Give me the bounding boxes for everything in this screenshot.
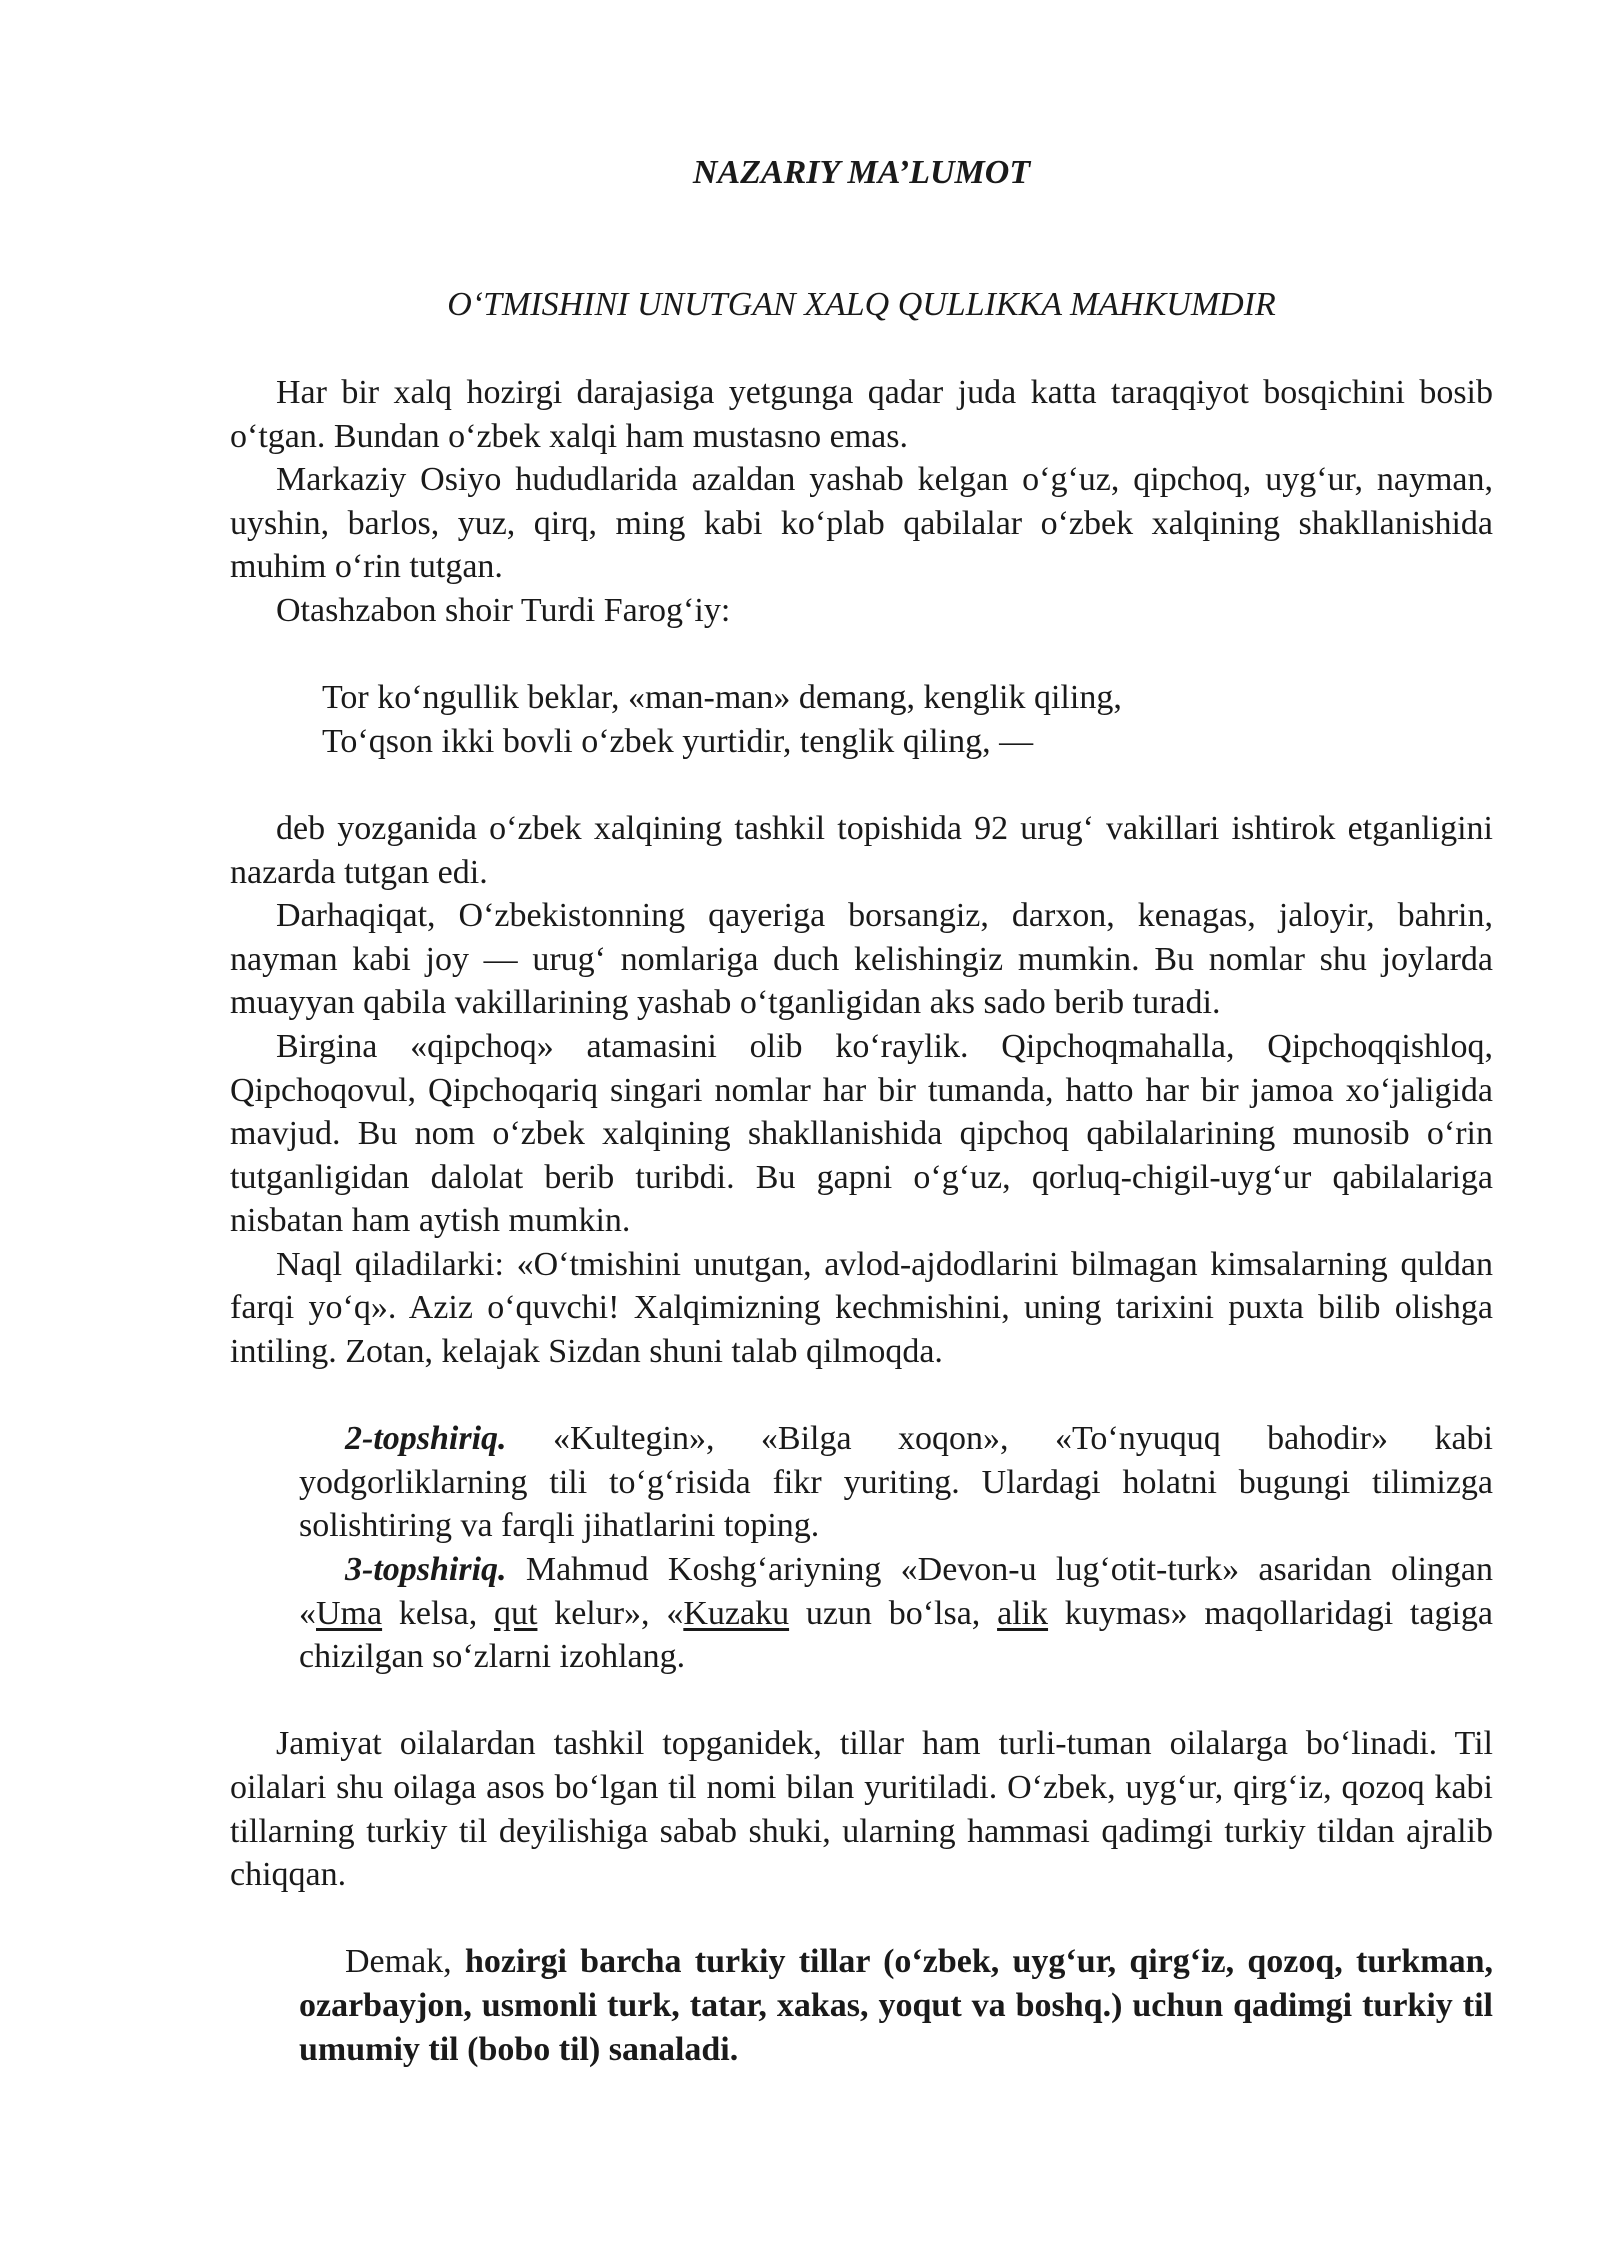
- task-label: 2-topshiriq.: [345, 1420, 507, 1458]
- spacer: [230, 763, 1493, 807]
- spacer: [230, 1374, 1493, 1418]
- paragraph-tribes: Markaziy Osiyo hududlarida azaldan yashab kelgan o‘g‘uz, qipchoq, uyg‘ur, nayman, uyshin, barlos, yuz, qirq, ming kabi ko‘plab qabilalar o‘zbek xalqining shakllanishida muhim o‘rin tutgan.: [230, 461, 1493, 586]
- task-text: kuymas» maqollaridagi tagiga chizilgan so‘zlarni izohlang.: [299, 1594, 1494, 1676]
- conclusion-bold: hozirgi barcha turkiy tillar (o‘zbek, uyg‘ur, qirg‘iz, qozoq, turkman, ozarbayjon, usmonli turk, tatar, xakas, yoqut va boshq.) uchun qadimgi turkiy til umumiy til (bobo til) sanaladi.: [299, 1943, 1493, 2068]
- task-3: [299, 1548, 1493, 1679]
- poem-quote: [230, 676, 1493, 763]
- task-list: [230, 1417, 1493, 1679]
- paragraph-qipchoq: Birgina «qipchoq» atamasini olib ko‘raylik. Qipchoqmahalla, Qipchoqqishloq, Qipchoqovul, Qipchoqariq singari nomlar har bir tumanda, hatto har bir jamoa xo‘jaligida mavjud. Bu nom o‘zbek xalqining shakllanishida qipchoq qabilalarining munosib o‘rin tutganligidan dalolat berib turibdi. Bu gapni o‘g‘uz, qorluq-chigil-uyg‘ur qabilalariga nisbatan ham aytish mumkin.: [230, 1027, 1493, 1240]
- task-text: uzun bo‘lsa,: [789, 1594, 998, 1632]
- underlined-word: qut: [493, 1594, 538, 1632]
- spacer: [230, 1897, 1493, 1941]
- paragraph-poet: Otashzabon shoir Turdi Farog‘iy:: [276, 591, 731, 629]
- conclusion-block: [230, 1940, 1493, 2071]
- task-label: 3-topshiriq.: [345, 1551, 507, 1589]
- spacer: [230, 633, 1493, 677]
- poem-line: To‘qson ikki bovli o‘zbek yurtidir, tenglik qiling, —: [322, 722, 1034, 760]
- conclusion-lead: Demak,: [345, 1943, 465, 1981]
- paragraph-place-names: Darhaqiqat, O‘zbekistonning qayeriga borsangiz, darxon, kenagas, jaloyir, bahrin, nayman kabi joy — urug‘ nomlariga duch kelishingiz mumkin. Bu nomlar shu joylarda muayyan qabila vakillarining yashab o‘tganligidan aks sado berib turadi.: [230, 897, 1493, 1022]
- document-body: [230, 371, 1493, 2071]
- conclusion-paragraph: [299, 1940, 1493, 2071]
- page-title: NAZARIY MA’LUMOT: [692, 154, 1031, 191]
- poem-line: Tor ko‘ngullik beklar, «man-man» demang, kenglik qiling,: [322, 679, 1122, 717]
- task-2: [299, 1417, 1493, 1548]
- task-text: Mahmud Koshg‘ariyning «Devon-u lug‘otit-turk» asaridan olingan «: [299, 1551, 1493, 1632]
- task-text: kelsa,: [382, 1594, 494, 1632]
- paragraph-saying: Naql qiladilarki: «O‘tmishini unutgan, avlod-ajdodlarini bilmagan kimsalarning quldan farqi yo‘q». Aziz o‘quvchi! Xalqimizning kechmishini, uning tarixini puxta bilib olishga intiling. Zotan, kelajak Sizdan shuni talab qilmoqda.: [230, 1245, 1493, 1371]
- underlined-word: alik: [997, 1594, 1049, 1632]
- underlined-word: Kuzaku: [683, 1594, 790, 1632]
- paragraph-intro: Har bir xalq hozirgi darajasiga yetgunga qadar juda katta taraqqiyot bosqichini bosib o‘tgan. Bundan o‘zbek xalqi ham mustasno emas.: [230, 374, 1493, 455]
- spacer: [230, 1679, 1493, 1723]
- paragraph-language-families: Jamiyat oilalardan tashkil topganidek, tillar ham turli-tuman oilalarga bo‘linadi. Til oilalari shu oilaga asos bo‘lgan til nomi bilan yuritiladi. O‘zbek, uyg‘ur, qirg‘iz, qozoq kabi tillarning turkiy til deyilishiga sabab shuki, ularning hammasi qadimgi turkiy tildan ajralib chiqqan.: [230, 1725, 1493, 1894]
- task-text: «Kultegin», «Bilga xoqon», «To‘nyuquq bahodir» kabi yodgorliklarning tili to‘g‘risida fikr yuriting. Ulardagi holatni bugungi tilimizga solishtiring va farqli jihatlarini toping.: [299, 1420, 1493, 1545]
- paragraph-92-clans: deb yozganida o‘zbek xalqining tashkil topishida 92 urug‘ vakillari ishtirok etganligini nazarda tutgan edi.: [230, 809, 1493, 891]
- task-text: kelur», «: [537, 1594, 684, 1632]
- underlined-word: Uma: [316, 1594, 383, 1632]
- section-subtitle: O‘TMISHINI UNUTGAN XALQ QULLIKKA MAHKUMDIR: [447, 286, 1276, 323]
